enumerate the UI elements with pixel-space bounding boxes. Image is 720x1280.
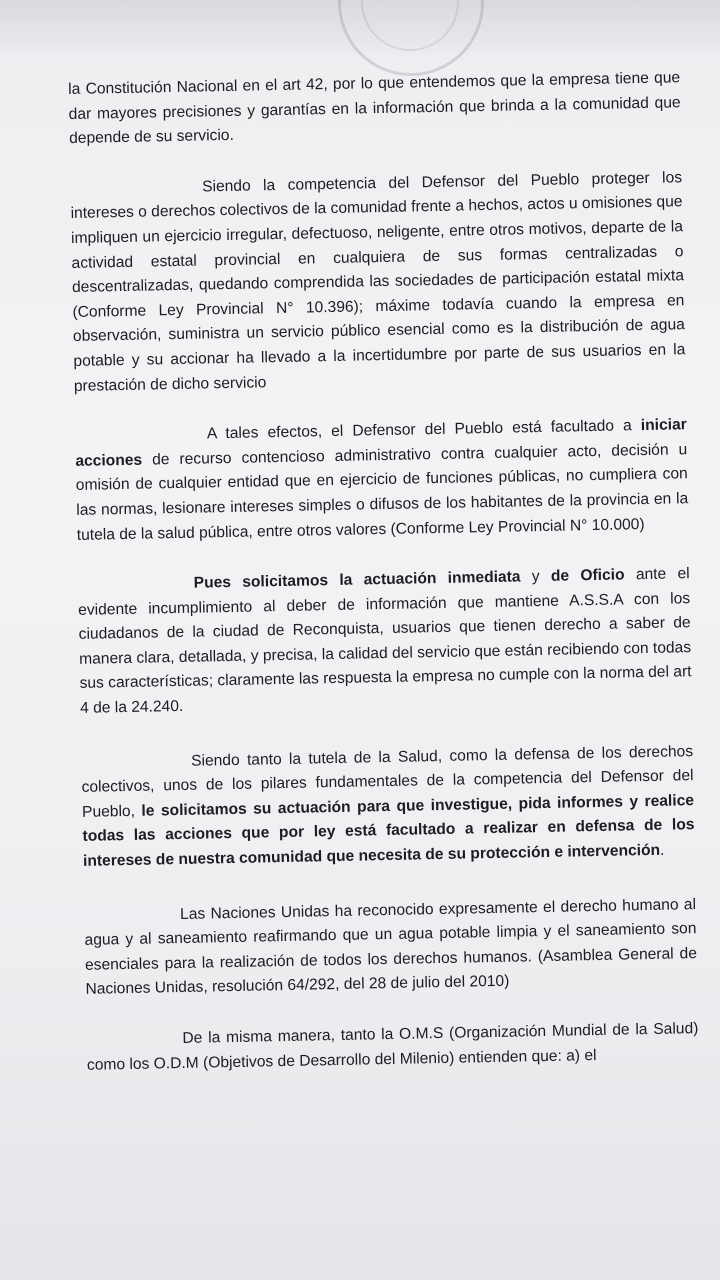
paragraph-competence: Siendo la competencia del Defensor del Pueblo proteger los intereses o derechos colectivos de la comunidad frente a hechos, actos u omisiones que impliquen un ejercicio irregular, defectuoso, neligente, entre otros motivos, departe de la actividad estatal provincial en cualquiera de sus formas centralizadas o descentralizadas, quedando comprendida las sociedades de participación estatal mixta (Conforme Ley Provincial N° 10.396); máxime todavía cuando la empresa en observación, suministra un servicio público esencial como es la distribución de agua potable y su accionar ha llevado a la incertidumbre por parte de sus usuarios en la prestación de dicho servicio (70, 169, 686, 395)
paragraph-oms: De la misma manera, tanto la O.M.S (Organización Mundial de la Salud) como los O.D.M (Objetivos de Desarrollo del Milenio) entienden que: a) el (86, 1020, 699, 1074)
paragraph-constitution: la Constitución Nacional en el art 42, por lo que entendemos que la empresa tiene que dar mayores precisiones y garantías en la información que brinda a la comunidad que depende de su servicio. (68, 69, 681, 148)
paragraph-effects-bold: iniciar acciones (75, 416, 687, 470)
stamp-seal (338, 0, 484, 76)
paragraph-health-bold: le solicitamos su actuación para que investigue, pida informes y realice todas las acciones que por ley está facultado a realizar en defensa de los intereses de nuestra comunidad que necesita de su protección e intervención (82, 791, 695, 870)
paragraph-request (78, 562, 693, 721)
paragraph-request-mid: y (520, 567, 552, 586)
paragraph-effects (75, 413, 689, 548)
paragraph-united-nations: Las Naciones Unidas ha reconocido expresamente el derecho humano al agua y al saneamiento reafirmando que un agua potable limpia y el saneamiento son esenciales para la realización de todos los derechos humanos. (Asamblea General de Naciones Unidas, resolución 64/292, del 28 de julio del 2010) (84, 895, 698, 999)
paragraph-request-end: ante el evidente incumplimiento al deber de información que mantiene A.S.S.A con los ciudadanos de la ciudad de Reconquista, usuarios que tienen derecho a saber de manera clara, detallada, y precisa, la calidad del servicio que están recibiendo con todas sus características; claramente las respuesta la empresa no cumple con la norma del art 4 de la 24.240. (78, 565, 692, 717)
paragraph-health-end: . (659, 841, 665, 859)
paragraph-health (81, 740, 695, 875)
document-body (68, 66, 700, 1104)
paragraph-effects-end: de recurso contencioso administrativo contra cualquier acto, decisión u omisión de cualquier entidad que en ejercicio de funciones públicas, no cumpliera con las normas, lesionare intereses simples o difusos de los habitantes de la provincia en la tutela de la salud pública, entre otros valores (Conforme Ley Provincial N° 10.000) (75, 440, 689, 544)
paragraph-effects-start: A tales efectos, el Defensor del Pueblo está facultado a (206, 417, 642, 443)
paragraph-request-bold-2: de Oficio (550, 566, 625, 585)
paragraph-health-start: Siendo tanto la tutela de la Salud, como la defensa de los derechos colectivos, unos de los pilares fundamentales de la competencia del Defensor del Pueblo, (81, 742, 694, 821)
paragraph-request-bold-1: Pues solicitamos la actuación inmediata (193, 568, 521, 592)
